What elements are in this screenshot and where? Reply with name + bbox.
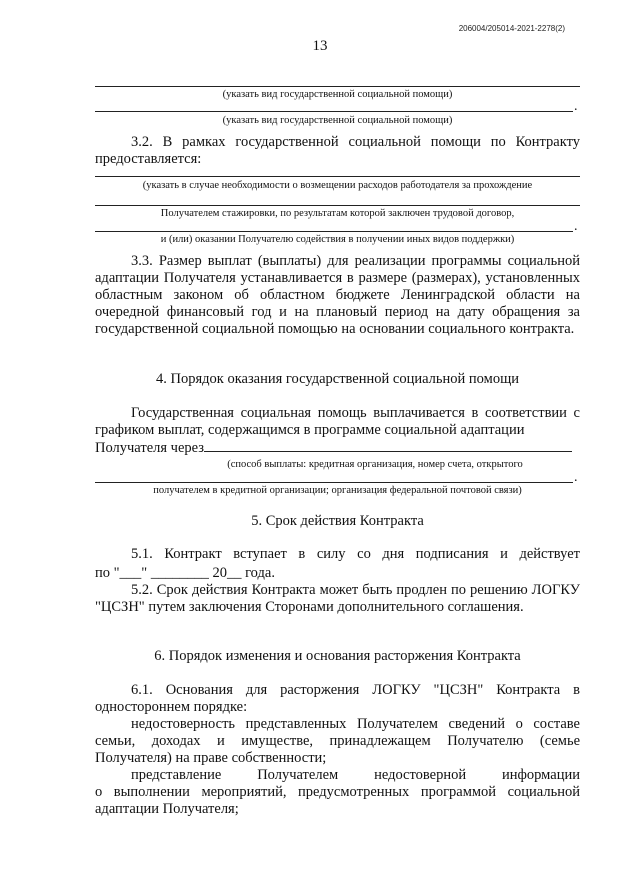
caption-credit-org: получателем в кредитной организации; организация федеральной почтовой связи) — [153, 485, 522, 496]
caption-aid-type-2: (указать вид государственной социальной помощи) — [222, 115, 453, 126]
payment-method-blank — [204, 439, 572, 452]
page-number: 13 — [312, 38, 328, 54]
fill-line — [95, 482, 573, 483]
paragraph-6-1: 6.1. Основания для расторжения ЛОГКУ "ЦСЗН" Контракта в одностороннем порядке: — [95, 682, 580, 715]
line-end-period: . — [574, 99, 578, 114]
paragraph-3-3: 3.3. Размер выплат (выплаты) для реализации программы социальной адаптации Получателя устанавливается в размере (размерах), установленных областным законом об областном бюджете Ленинградской области на очередной финансовый год и на плановый период на дату обращения за государственной социальной помощью на основании социального контракта. — [95, 253, 580, 337]
termination-ground-2-rest: о выполнении мероприятий, предусмотренных программой социальной адаптации Получателя; — [95, 784, 580, 817]
fill-line — [95, 205, 580, 206]
termination-ground-1: недостоверность представленных Получателем сведений о составе семьи, доходах и имуществе, принадлежащем Получателю (семье Получателя) на праве собственности; — [95, 716, 580, 766]
document-id: 206004/205014-2021-2278(2) — [458, 24, 565, 33]
section-5-heading: 5. Срок действия Контракта — [251, 513, 424, 529]
paragraph-3-2: 3.2. В рамках государственной социальной помощи по Контракту предоставляется: — [95, 134, 580, 167]
word: представление — [131, 767, 222, 783]
fill-line — [95, 111, 573, 112]
caption-internship: Получателем стажировки, по результатам которой заключен трудовой договор, — [160, 208, 515, 219]
section-4-heading: 4. Порядок оказания государственной социальной помощи — [156, 371, 519, 387]
word: Получателем — [257, 767, 339, 783]
payment-method-line — [95, 439, 580, 457]
line-end-period: . — [574, 470, 578, 485]
caption-aid-type-1: (указать вид государственной социальной помощи) — [222, 89, 453, 100]
section-6-heading: 6. Порядок изменения и основания расторжения Контракта — [154, 648, 521, 664]
fill-line — [95, 86, 580, 87]
caption-reimbursement: (указать в случае необходимости о возмещении расходов работодателя за прохождение — [142, 180, 533, 191]
word: информации — [501, 767, 580, 783]
paragraph-5-1-date: по "___" ________ 20__ года. — [95, 565, 275, 581]
payment-method-label: Получателя через — [95, 440, 204, 456]
section-4-paragraph: Государственная социальная помощь выплачивается в соответствии с графиком выплат, содержащимся в программе социальной адаптации — [95, 405, 580, 438]
caption-payment-method: (способ выплаты: кредитная организация, номер счета, открытого — [227, 459, 523, 470]
paragraph-5-1-line-1: 5.1. Контракт вступает в силу со дня подписания и действует — [131, 546, 580, 562]
paragraph-5-1 — [95, 546, 580, 563]
fill-line — [95, 231, 573, 232]
fill-line — [95, 176, 580, 177]
paragraph-5-2: 5.2. Срок действия Контракта может быть продлен по решению ЛОГКУ "ЦСЗН" путем заключения Сторонами дополнительного соглашения. — [95, 582, 580, 615]
word: недостоверной — [374, 767, 467, 783]
line-end-period: . — [574, 219, 578, 234]
caption-support: и (или) оказании Получателю содействия в получении иных видов поддержки) — [160, 234, 515, 245]
termination-ground-2-line-1 — [131, 767, 580, 784]
